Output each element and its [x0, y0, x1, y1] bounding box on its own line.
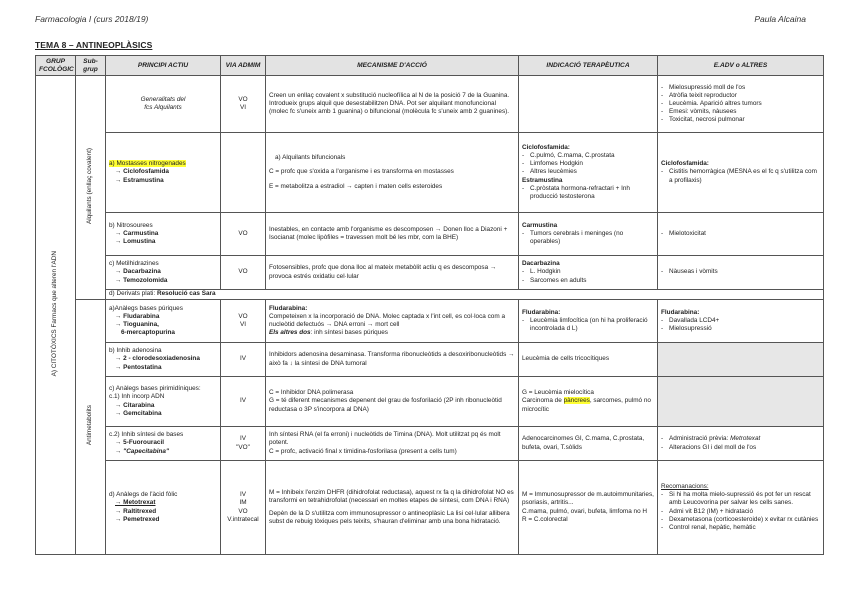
- mechanism-cell: [266, 300, 519, 343]
- text: d) Anàlegs de l'àcid fòlic: [109, 491, 178, 499]
- drug-name: → Citarabina: [115, 401, 155, 409]
- indication-cell: [519, 133, 658, 213]
- text: VO: [238, 312, 248, 320]
- adverse-cell: [658, 377, 824, 427]
- list-item: - Si hi ha molta mielo-supressió és pot fer un rescat amb Leucovorina per salvar les cells sanes.: [661, 491, 820, 507]
- via-cell: VO: [221, 213, 266, 256]
- via-cell: [221, 427, 266, 461]
- col-header: VIA ADMIM: [221, 56, 266, 76]
- col-header: GRUP FCOLÒGIC: [36, 56, 76, 76]
- list-item: - C.pulmó, C.mama, C.prostata: [522, 152, 654, 160]
- table-row: [36, 256, 824, 290]
- list-item: - Atròfia teixit reproductor: [661, 92, 820, 100]
- col-header: MECANISME D'ACCIÓ: [266, 56, 519, 76]
- via-cell: VO: [221, 256, 266, 290]
- mechanism-cell: Fotosensibles, profc que dona lloc al mateix metabòlit actiu q es descomposa → provoca estrés oxidatiu cel·lular: [266, 256, 519, 290]
- list-item: - Tumors cerebrals i meninges (no operables): [522, 230, 654, 246]
- text: fcs Alquilants: [144, 104, 182, 111]
- principle-cell: [106, 377, 221, 427]
- text: pàncrees: [563, 397, 590, 405]
- list-item: - C.pròstata hormona-refractari + Inh producció testosterona: [522, 185, 654, 201]
- mechanism-cell: Creen un enllaç covalent x substitució nucleofílica al N de la posició 7 de la Guanina. Introdueix grups alquil que desestabilitzen DNA. Pot ser alquilant monofuncional (molec fc s'uneix amb 1 guanina) o bifuncional (molècula fc s'uneix amb 2 guanines).: [266, 76, 519, 133]
- text: a)Anàlegs bases púriques: [109, 304, 183, 312]
- adverse-cell: [658, 133, 824, 213]
- text: IV: [239, 435, 247, 443]
- indication-cell: [519, 76, 658, 133]
- page-title: TEMA 8 – ANTINEOPLÀSICS: [35, 40, 153, 50]
- drug-name: → Metotrexat: [115, 499, 156, 507]
- text: c.1) Inh incorp ADN: [109, 393, 165, 401]
- list-item: - Alteracions GI i del moll de l'os: [661, 444, 820, 452]
- text: Carcinoma de: [522, 397, 564, 405]
- text: C = profc, activació final x timidina-fosforilasa (present a cells tum): [269, 447, 457, 455]
- table-row: [36, 76, 824, 133]
- text: Fludarabina:: [661, 308, 700, 316]
- table-row: [36, 133, 824, 213]
- table-row: [36, 377, 824, 427]
- table-row: [36, 427, 824, 461]
- text: C = Inhibidor DNA polimerasa: [269, 389, 354, 397]
- text: c) Metilhidrazines: [109, 260, 159, 268]
- indication-cell: [519, 461, 658, 555]
- adverse-cell: [658, 300, 824, 343]
- col-header: Sub-grup: [76, 56, 106, 76]
- principle-cell: [106, 427, 221, 461]
- list-item: - Leucèmia limfocítica (on hi ha proliferació incontrolada d L): [522, 317, 654, 333]
- text: Ciclofosfamida:: [522, 143, 570, 151]
- drug-name: → Lomustina: [115, 238, 156, 246]
- principle-cell: [106, 290, 824, 300]
- text: VI: [239, 104, 247, 111]
- header-author: Paula Alcaina: [754, 14, 806, 24]
- adverse-cell: [658, 461, 824, 555]
- text: VI: [239, 321, 247, 328]
- text: M = Inhibeix l'enzim DHFR (dihidrofolat reductasa), aquest rx fa q la dihidrofolat NO es transformi en tetrahidrofolat (necessari en moltes etapes de síntesi, com DNA i RNA): [269, 488, 514, 504]
- text: Fludarabina:: [522, 308, 561, 316]
- text: , sarcomes, pulmó no microcític: [522, 397, 651, 413]
- drug-name: → Tioguanina,: [115, 321, 159, 328]
- drug-name: → Pemetrexed: [115, 515, 160, 523]
- text: Estramustina: [522, 176, 563, 184]
- table-row: [36, 213, 824, 256]
- list-item: - Cistitis hemorràgica (MESNA es el fc q s'utilitza com a profilaxis): [661, 168, 820, 184]
- drug-name: → 5-Fuorouracil: [115, 439, 165, 447]
- list-item: - Dexametasona (corticoesteroide) x evitar rx cutànies: [661, 516, 820, 524]
- drug-name: → Raltitrexed: [115, 507, 157, 515]
- list-item: - Altres leucèmies: [522, 168, 654, 176]
- list-item: - Emesi: vòmits, nàusees: [661, 108, 820, 116]
- adverse-cell: [658, 76, 824, 133]
- list-item: - Mielotoxicitat: [661, 230, 820, 238]
- group-label: A) CITOTÒXICS Farmacs que alteren l'ADN: [51, 250, 59, 377]
- subgroup-antimetabolits: Antimetabolits: [86, 405, 94, 446]
- text: : inh síntesi bases púriques: [310, 329, 389, 337]
- indication-cell: Adenocarcinomes GI, C.mama, C.prostata, bufeta, ovari, T.sòlids: [519, 427, 658, 461]
- adverse-cell: [658, 213, 824, 256]
- principle-cell: [106, 213, 221, 256]
- principle-cell: [106, 76, 221, 133]
- table-row: [36, 290, 824, 300]
- principle-cell: [106, 300, 221, 343]
- via-cell: [221, 461, 266, 555]
- text: Depèn de la D s'utilitza com immunosupressor o antineoplàsic La lisi cel·lular allibera subst de rebuig tòxiques pels teixits, s'hauran d'eliminar amb una bona hidratació.: [269, 510, 510, 526]
- text: b) Nitrosourees: [109, 221, 153, 229]
- text: VO: [238, 95, 248, 103]
- text: IM: [239, 499, 247, 507]
- table-row: [36, 461, 824, 555]
- text: G = té diferent mecanismes depenent del grau de fosforilació (2P inh ribonucleòtid reductasa o 3P s'incorpora al DNA): [269, 397, 502, 413]
- text: c.2) Inhib síntesi de bases: [109, 431, 184, 439]
- text: Inh síntesi RNA (el fa erroni) i nucleòtids de Timina (DNA). Molt utilitzat pq és molt potent.: [269, 431, 501, 447]
- mechanism-cell: Inestables, en contacte amb l'organisme es descomposen → Donen lloc a Diazoni + Isocianat (molec lipòfiles = travessen molt bé les mbr, com la BHE): [266, 213, 519, 256]
- subgroup-alquilants: Alquilants (enllaç covalent): [86, 147, 94, 224]
- text: VO: [238, 507, 248, 515]
- text: M = Immunosupressor de m.autoimmunitaries, psoriasis, artritis...: [522, 491, 654, 507]
- text: Generalitats del: [140, 95, 186, 103]
- mechanism-cell: [266, 133, 519, 213]
- via-cell: [221, 76, 266, 133]
- principle-cell: [106, 461, 221, 555]
- table-row: [36, 343, 824, 377]
- text: Carmustina: [522, 221, 558, 229]
- adverse-cell: [658, 427, 824, 461]
- drug-table: [35, 55, 824, 555]
- drug-name: → Pentostatina: [115, 363, 162, 371]
- principle-cell: [106, 256, 221, 290]
- via-cell: [221, 300, 266, 343]
- col-header: E.ADV o ALTRES: [658, 56, 824, 76]
- text: a) Alquilants bifuncionals: [275, 154, 346, 162]
- list-item: [661, 435, 820, 443]
- via-cell: [221, 133, 266, 213]
- list-item: - Mielosupressió moll de l'os: [661, 84, 820, 92]
- indication-cell: [519, 213, 658, 256]
- drug-name: 6-mercaptopurina: [121, 329, 175, 337]
- text: Metrotexat: [730, 435, 761, 443]
- mechanism-cell: [266, 427, 519, 461]
- text: Competeixen x la incorporació de DNA. Molec captada x l'int cell, es col·loca com a nucleòtid defectuós → DNA erroni → mort cell: [269, 312, 506, 328]
- list-item: - Nàuseas i vòmits: [661, 268, 820, 276]
- adverse-cell: [658, 256, 824, 290]
- text: Dacarbazina: [522, 260, 560, 268]
- text: "VO": [236, 443, 250, 451]
- indication-cell: [519, 377, 658, 427]
- indication-cell: [519, 256, 658, 290]
- list-item: - Mielosupressió: [661, 325, 820, 333]
- text: Administració prèvia:: [669, 435, 731, 443]
- drug-name: → Carmustina: [115, 229, 159, 237]
- drug-name: → Estramustina: [115, 176, 164, 184]
- col-header: PRINCIPI ACTIU: [106, 56, 221, 76]
- drug-name: → "Capecitabina": [115, 447, 170, 455]
- indication-cell: Leucèmia de cells tricocítiques: [519, 343, 658, 377]
- text: C = profc que s'oxida a l'organisme i es transforma en mostasses: [269, 168, 454, 176]
- text: C.mama, pulmó, ovari, bufeta, limfoma no H: [522, 507, 648, 515]
- text: b) Inhib adenosina: [109, 347, 162, 355]
- drug-name: → 2 - clorodesoxiadenosina: [115, 355, 200, 363]
- text: V.intratecal: [227, 515, 259, 523]
- mechanism-cell: [266, 377, 519, 427]
- mechanism-cell: Inhibidors adenosina desaminasa. Transforma ribonucleòtids a desoxiribonucleòtids → això fa ↓ la síntesi de DNA tumoral: [266, 343, 519, 377]
- via-cell: IV: [221, 343, 266, 377]
- via-cell: IV: [221, 377, 266, 427]
- drug-name: → Temozolomida: [115, 276, 168, 284]
- list-item: - L. Hodgkin: [522, 268, 654, 276]
- text: Els altres dos: [269, 329, 311, 337]
- list-item: - Limfomes Hodgkin: [522, 160, 654, 168]
- list-item: - Control renal, hepàtic, hemàtic: [661, 524, 820, 532]
- list-item: - Admi vit B12 (IM) + hidratació: [661, 508, 820, 516]
- principle-cell: [106, 133, 221, 213]
- text: Recomanacions:: [661, 482, 709, 490]
- indication-cell: [519, 300, 658, 343]
- text: G = Leucèmia mielocítica: [522, 389, 594, 397]
- text: Ciclofosfamida:: [661, 160, 709, 168]
- list-item: - Sarcomes en adults: [522, 277, 654, 285]
- adverse-cell: [658, 343, 824, 377]
- group-cell: [36, 76, 76, 555]
- text: Fludarabina:: [269, 304, 308, 312]
- header-course: Farmacologia I (curs 2018/19): [35, 14, 149, 24]
- subgroup-cell: [76, 300, 106, 555]
- text: R = C.colorectal: [522, 515, 568, 523]
- text: IV: [239, 491, 247, 499]
- drug-name: → Dacarbazina: [115, 268, 161, 276]
- text: d) Derivats plati:: [109, 290, 156, 298]
- text: E = metabolitza a estradiol → capten i maten cells esteroides: [269, 182, 443, 190]
- drug-name: → Gemcitabina: [115, 409, 162, 417]
- drug-name: → Fludarabina: [115, 312, 160, 320]
- mechanism-cell: [266, 461, 519, 555]
- text: c) Anàlegs bases pirimidíniques:: [109, 385, 201, 393]
- table-header-row: [36, 56, 824, 76]
- text: Resolució cas Sara: [156, 290, 216, 298]
- subgroup-cell: [76, 76, 106, 300]
- list-item: - Leucèmia. Aparició altres tumors: [661, 100, 820, 108]
- text: a) Mostasses nitrogenades: [109, 160, 186, 168]
- table-row: [36, 300, 824, 343]
- drug-name: → Ciclofosfamida: [115, 168, 169, 176]
- col-header: INDICACIÓ TERAPÈUTICA: [519, 56, 658, 76]
- list-item: - Toxicitat, necrosi pulmonar: [661, 116, 820, 124]
- principle-cell: [106, 343, 221, 377]
- list-item: - Davallada LCD4+: [661, 317, 820, 325]
